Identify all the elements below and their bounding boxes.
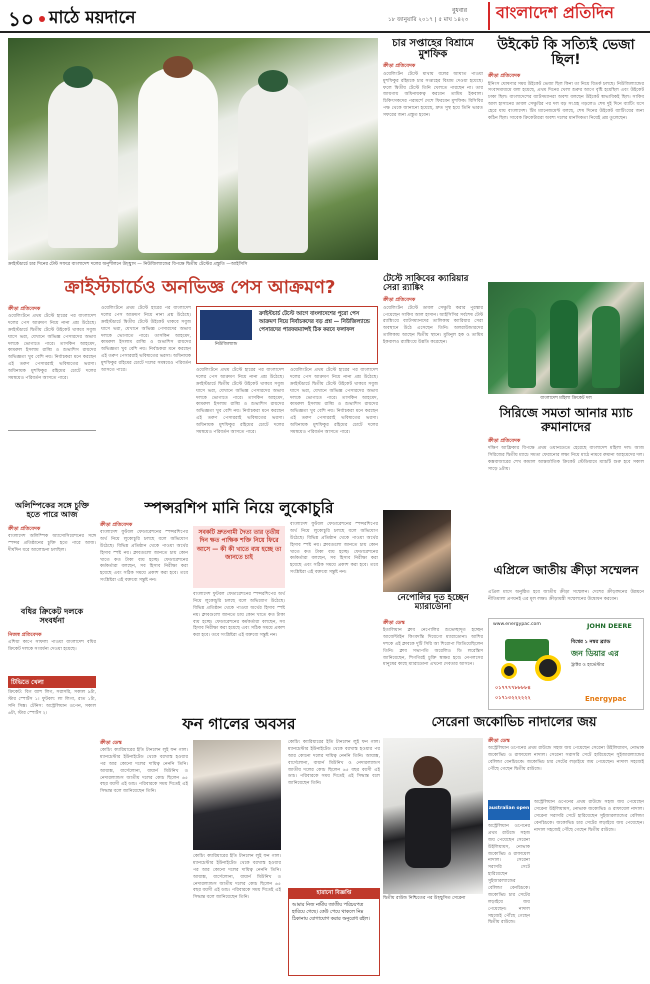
- shakib-body: ওয়েলিংটন টেস্টে ডাবল সেঞ্চুরি করার পুরস্কার পেয়েছেন সাকিব আল হাসান। আইসিসির সর্বশেষ টেস্ট র‌্যাঙ্কিংয়ে ব্যাটসম্যানদের তালিকায় ক্যারিয়ার সেরা অবস্থানে উঠে এসেছেন তিনি। অলরাউন্ডারদের তালিকায় আছেন দ্বিতীয় স্থানে। মুমিনুল হক ও তামিম ইকবালও র‌্যাঙ্কিংয়ে উন্নতি করেছেন।: [383, 305, 483, 346]
- paper-logo: [488, 2, 648, 30]
- van-gaal-headline[interactable]: ফন গালের অবসর: [182, 715, 296, 733]
- tractor-image: [495, 633, 565, 681]
- wicket-body: ইনিংস ঘোষণার সময় উইকেট ভেজা ছিল কিনা তা নিয়ে বিতর্ক চলছে। নিউজিল্যান্ডের সংবাদমাধ্যমে বলা হয়েছে, প্রথম দিনের খেলা শুরুর আগে বৃষ্টি হয়েছিল এবং উইকেট ঢাকা ছিল। বাংলাদেশের ব্যাটসম্যানরা অবশ্য বলছেন উইকেট স্বাভাবিকই ছিল। সাকিব আল হাসানের ডাবল সেঞ্চুরির পর দল বড় সংগ্রহ গড়লেও শেষ দুই দিনে ব্যাটিং ধসে হেরে যায় বাংলাদেশ। টিম ম্যানেজমেন্ট বলছে, শেষ দিনের উইকেট ব্যাটিংয়ের জন্য কঠিন ছিল। সাবেক ক্রিকেটাররা অবশ্য দলের মানসিকতা নিয়েই প্রশ্ন তুলেছেন।: [488, 81, 644, 121]
- ad-brand: JOHN DEERE: [587, 622, 632, 630]
- pull-quote-text: সবকটি দ্রুতগামী দৈত্য তার তৃতীয় দিন ক্ষত পাক্ষিক শক্তি নিয়ে ফিরে আসে — কী কী খাতে ব্যয় হচ্ছে তা জানতে চাই: [196, 529, 282, 562]
- masthead-rule: [0, 31, 650, 33]
- mushfiq-headline[interactable]: চার সপ্তাহের বিশ্রামে মুশফিক: [392, 38, 474, 60]
- women-headline[interactable]: সিরিজে সমতা আনার ম্যাচ রুমানাদের: [499, 405, 633, 434]
- lead-headline[interactable]: ক্রাইস্টচার্চেও অনভিজ্ঞ পেস আক্রমণ?: [64, 277, 336, 298]
- ad-phone-2[interactable]: ০১৭১৩২২২২২২: [495, 695, 531, 701]
- maradona-byline: ক্রীড়া ডেস্ক: [383, 620, 405, 626]
- women-byline: ক্রীড়া প্রতিবেদক: [488, 438, 521, 444]
- serena-headline[interactable]: সেরেনা জকোভিচ নাদালের জয়: [431, 715, 597, 730]
- masthead-day: বুধবার: [452, 7, 468, 14]
- tv-schedule-box: [8, 676, 96, 976]
- masthead: [0, 0, 650, 34]
- lead-byline: ক্রীড়া প্রতিবেদক: [8, 306, 41, 312]
- lost-notice-title: হারানো বিজ্ঞপ্তি: [289, 889, 379, 899]
- van-gaal-byline: ক্রীড়া ডেস্ক: [100, 740, 122, 746]
- maradona-body: ইতালিয়ান ক্লাব নেপোলির শুভেচ্ছাদূত হচ্ছেন আর্জেন্টাইন কিংবদন্তি দিয়েগো ম্যারাডোনা। আশির দশকে এই ক্লাবকে দুটি সিরি আ শিরোপা জিতিয়েছিলেন তিনি। ক্লাব সভাপতি অরেলিও ডি লরেন্তিস জানিয়েছেন, শিগগিরই চুক্তি স্বাক্ষর হবে। নেপলসের মানুষের কাছে ম্যারাডোনা এখনো দেবতার আসনে।: [383, 628, 483, 668]
- sponsor-article: [100, 522, 378, 710]
- left-column: [8, 430, 96, 976]
- tv-schedule-title: টিভিতে খেলা: [8, 678, 96, 688]
- sports-meet-headline[interactable]: এপ্রিলে জাতীয় ক্রীড়া সম্মেলন: [493, 563, 639, 577]
- team-celebration-photo: [8, 38, 378, 260]
- wicket-byline: ক্রীড়া প্রতিবেদক: [488, 72, 521, 79]
- lead-body-col2: ওয়েলিংটনে প্রথম টেস্টে হারের পর বাংলাদেশ দলের পেস আক্রমণ নিয়ে নানা প্রশ্ন উঠেছে। ক্রাইস্টচার্চে দ্বিতীয় টেস্টে উইকেট থাকবে সবুজ ঘাসে ভরা, যেখানে অভিজ্ঞ পেসারদের অভাব দলকে ভোগাতে পারে। তাসকিন আহমেদ, কামরুল ইসলাম রাব্বি ও শুভাশিস রায়দের অভিজ্ঞতা খুব বেশি নয়। নির্বাচকরা মনে করছেন এই তরুণ পেসাররাই ভবিষ্যতের ভরসা। অধিনায়ক মুশফিকুর রহিমের চোটে দলের সমন্বয়েও পরিবর্তন আসতে পারে।: [101, 306, 191, 374]
- ad-sub: ট্রাক্টর ও হার্ভেস্টার: [571, 663, 605, 668]
- top-photo-caption: ক্রাইস্টচার্চে চার দিনের টেস্ট সফরে বাংলাদেশ দলের অনুশীলনে উচ্ছ্বাস — নিউজিল্যান্ডের বিপক্ষে দ্বিতীয় টেস্টের প্রস্তুতি —আইসিসি: [8, 262, 248, 267]
- mushfiq-byline: ক্রীড়া প্রতিবেদক: [383, 63, 416, 69]
- ad-phone-1[interactable]: ০১৭৭৭৭৮৮৮৮৪: [495, 685, 531, 691]
- olympic-byline: ক্রীড়া প্রতিবেদক: [8, 526, 41, 532]
- lost-notice-body: আমার নিজ নামীয় জাতীয় পরিচয়পত্র হারিয়ে গেছে। কেউ পেয়ে থাকলে নিম্ন ঠিকানায় যোগাযোগ করার অনুরোধ রইল।: [292, 902, 370, 922]
- lead-box-text: ক্রাইস্টচার্চ টেস্টে আগে বাংলাদেশের পুরো পেস আক্রমণ নিয়ে নির্বাচকদের বড় প্রশ্ন — নিউজিল্যান্ডে পেসারদের পারফরম্যান্সই ঠিক করবে ফলাফল: [259, 311, 370, 333]
- women-body: দক্ষিণ আফ্রিকার বিপক্ষে প্রথম ওয়ানডেতে হেরেছে বাংলাদেশ মহিলা দল। আজ সিরিজের দ্বিতীয় ম্যাচে সমতা ফেরানোর লক্ষ্য নিয়ে মাঠে নামবে রুমানা আহমেদের দল। কক্সবাজারের শেখ কামাল আন্তর্জাতিক ক্রিকেট স্টেডিয়ামে ম্যাচটি শুরু হবে সকাল সাড়ে ৯টায়।: [488, 446, 644, 472]
- ad-company: Energypac: [585, 695, 627, 703]
- lead-body-col4: ওয়েলিংটনে প্রথম টেস্টে হারের পর বাংলাদেশ দলের পেস আক্রমণ নিয়ে নানা প্রশ্ন উঠেছে। ক্রাইস্টচার্চে দ্বিতীয় টেস্টে উইকেট থাকবে সবুজ ঘাসে ভরা, যেখানে অভিজ্ঞ পেসারদের অভাব দলকে ভোগাতে পারে। তাসকিন আহমেদ, কামরুল ইসলাম রাব্বি ও শুভাশিস রায়দের অভিজ্ঞতা খুব বেশি নয়। নির্বাচকরা মনে করছেন এই তরুণ পেসাররাই ভবিষ্যতের ভরসা। অধিনায়ক মুশফিকুর রহিমের চোটে দলের সমন্বয়েও পরিবর্তন আসতে পারে।: [290, 368, 378, 436]
- john-deere-ad[interactable]: [488, 618, 644, 710]
- shakib-byline: ক্রীড়া প্রতিবেদক: [383, 296, 416, 303]
- olympic-headline[interactable]: অলিম্পিকের সঙ্গে চুক্তি হতে পারে আজ: [15, 501, 89, 519]
- section-title: মাঠে ময়দানে: [49, 8, 136, 28]
- van-gaal-article: [100, 740, 380, 976]
- nz-flag-badge: [200, 310, 252, 347]
- wicket-headline[interactable]: উইকেট কি সত্যিই ভেজা ছিল!: [497, 37, 635, 69]
- serena-article: [488, 738, 644, 976]
- serena-body-col1: অস্ট্রেলিয়ান ওপেনের প্রথম রাউন্ডে সহজ জয় পেয়েছেন সেরেনা উইলিয়ামস, নোভাক জকোভিচ ও রাফায়েল নাদাল। সেরেনা সরাসরি সেটে হারিয়েছেন সুইজারল্যান্ডের বেলিন্ডা বেনচিচকে। জকোভিচ চার সেটের লড়াইয়ে জয় পেয়েছেন। নাদাল সহজেই পৌঁছে গেছেন দ্বিতীয় রাউন্ডে।: [488, 746, 644, 772]
- maradona-photo: [383, 510, 451, 592]
- lead-article: [8, 306, 378, 436]
- women-team-photo: [488, 282, 644, 394]
- sponsor-body-col3: বাংলাদেশ ফুটবল ফেডারেশনের স্পন্সরশিপের অর্থ নিয়ে লুকোচুরি চলছে বলে অভিযোগ উঠেছে। বিভিন্ন প্রতিষ্ঠান থেকে পাওয়া অর্থের হিসাব স্পষ্ট নয়। ক্লাবগুলো জানতে চায় কোন খাতে কত টাকা ব্যয় হচ্ছে। ফেডারেশনের কর্মকর্তারা বলছেন, সব হিসাব নিরীক্ষা করা হয়েছে এবং সঠিক সময়ে প্রকাশ করা হবে। তবে সংশ্লিষ্টরা এই বক্তব্যে সন্তুষ্ট নন।: [290, 522, 378, 576]
- ad-site[interactable]: www.energypac.com: [493, 622, 541, 627]
- serena-photo-caption: দ্বিতীয় রাউন্ড নিশ্চিতের পর উচ্ছ্বসিত সেরেনা: [383, 896, 466, 901]
- deaf-cricket-byline: নিজস্ব প্রতিবেদক: [8, 632, 42, 638]
- mushfiq-body: ওয়েলিংটন টেস্টে মাথায় বলের আঘাত পাওয়া মুশফিকুর রহিমকে চার সপ্তাহের বিশ্রাম দেওয়া হয়েছে। ফলে দ্বিতীয় টেস্টে তিনি খেলতে পারছেন না। তার জায়গায় অধিনায়কত্ব করবেন তামিম ইকবাল। চিকিৎসকদের পরামর্শে দেশে ফিরবেন মুশফিক। বিসিবির পক্ষ থেকে জানানো হয়েছে, দ্রুত সুস্থ হয়ে তিনি ভারত সফরের জন্য প্রস্তুত হবেন।: [383, 71, 483, 119]
- women-photo-caption: বাংলাদেশ মহিলা ক্রিকেট দল: [540, 396, 592, 401]
- lead-body-col3: ওয়েলিংটনে প্রথম টেস্টে হারের পর বাংলাদেশ দলের পেস আক্রমণ নিয়ে নানা প্রশ্ন উঠেছে। ক্রাইস্টচার্চে দ্বিতীয় টেস্টে উইকেট থাকবে সবুজ ঘাসে ভরা, যেখানে অভিজ্ঞ পেসারদের অভাব দলকে ভোগাতে পারে। তাসকিন আহমেদ, কামরুল ইসলাম রাব্বি ও শুভাশিস রায়দের অভিজ্ঞতা খুব বেশি নয়। নির্বাচকরা মনে করছেন এই তরুণ পেসাররাই ভবিষ্যতের ভরসা। অধিনায়ক মুশফিকুর রহিমের চোটে দলের সমন্বয়েও পরিবর্তন আসতে পারে।: [196, 368, 284, 436]
- lead-box: [196, 306, 378, 364]
- serena-body-col3: অস্ট্রেলিয়ান ওপেনের প্রথম রাউন্ডে সহজ জয় পেয়েছেন সেরেনা উইলিয়ামস, নোভাক জকোভিচ ও রাফায়েল নাদাল। সেরেনা সরাসরি সেটে হারিয়েছেন সুইজারল্যান্ডের বেলিন্ডা বেনচিচকে। জকোভিচ চার সেটের লড়াইয়ে জয় পেয়েছেন। নাদাল সহজেই পৌঁছে গেছেন দ্বিতীয় রাউন্ডে।: [488, 824, 530, 926]
- page-number-dot: [39, 16, 45, 22]
- page-number: ১০: [8, 7, 34, 31]
- shakib-article: [383, 275, 483, 460]
- serena-body-col2: অস্ট্রেলিয়ান ওপেনের প্রথম রাউন্ডে সহজ জয় পেয়েছেন সেরেনা উইলিয়ামস, নোভাক জকোভিচ ও রাফায়েল নাদাল। সেরেনা সরাসরি সেটে হারিয়েছেন সুইজারল্যান্ডের বেলিন্ডা বেনচিচকে। জকোভিচ চার সেটের লড়াইয়ে জয় পেয়েছেন। নাদাল সহজেই পৌঁছে গেছেন দ্বিতীয় রাউন্ডে।: [534, 800, 644, 833]
- serena-photo: [383, 738, 483, 894]
- lead-body-col1: ওয়েলিংটনে প্রথম টেস্টে হারের পর বাংলাদেশ দলের পেস আক্রমণ নিয়ে নানা প্রশ্ন উঠেছে। ক্রাইস্টচার্চে দ্বিতীয় টেস্টে উইকেট থাকবে সবুজ ঘাসে ভরা, যেখানে অভিজ্ঞ পেসারদের অভাব দলকে ভোগাতে পারে। তাসকিন আহমেদ, কামরুল ইসলাম রাব্বি ও শুভাশিস রায়দের অভিজ্ঞতা খুব বেশি নয়। নির্বাচকরা মনে করছেন এই তরুণ পেসাররাই ভবিষ্যতের ভরসা। অধিনায়ক মুশফিকুর রহিমের চোটে দলের সমন্বয়েও পরিবর্তন আসতে পারে।: [8, 314, 96, 382]
- sponsor-body-col2: বাংলাদেশ ফুটবল ফেডারেশনের স্পন্সরশিপের অর্থ নিয়ে লুকোচুরি চলছে বলে অভিযোগ উঠেছে। বিভিন্ন প্রতিষ্ঠান থেকে পাওয়া অর্থের হিসাব স্পষ্ট নয়। ক্লাবগুলো জানতে চায় কোন খাতে কত টাকা ব্যয় হচ্ছে। ফেডারেশনের কর্মকর্তারা বলছেন, সব হিসাব নিরীক্ষা করা হয়েছে এবং সঠিক সময়ে প্রকাশ করা হবে। তবে সংশ্লিষ্টরা এই বক্তব্যে সন্তুষ্ট নন।: [193, 592, 285, 639]
- van-gaal-body-col2: কোচিং ক্যারিয়ারের ইতি টানলেন লুই ফন গাল। ম্যানচেস্টার ইউনাইটেড থেকে বরখাস্ত হওয়ার পর আর কোনো দলের দায়িত্ব নেননি তিনি। আয়াক্স, বার্সেলোনা, বায়ার্ন মিউনিখ ও নেদারল্যান্ডস জাতীয় দলের কোচ ছিলেন ৬৫ বছর বয়সী এই ডাচ। পরিবারকে সময় দিতেই এই সিদ্ধান্ত বলে জানিয়েছেন তিনি।: [193, 854, 281, 901]
- lost-notice-box: [288, 888, 380, 976]
- sponsor-pull-quote: [193, 526, 285, 588]
- australian-open-badge: [488, 800, 530, 820]
- ao-badge-text: australian open: [488, 806, 530, 811]
- serena-byline: ক্রীড়া ডেস্ক: [488, 738, 510, 744]
- nz-badge-label: নিউজিল্যান্ড: [214, 342, 238, 347]
- masthead-date: ১৮ জানুয়ারি ২০১৭ | ৫ মাঘ ১৪২৩: [388, 17, 469, 23]
- olympic-body: বাংলাদেশ অলিম্পিক অ্যাসোসিয়েশনের সঙ্গে স্পন্সর প্রতিষ্ঠানের চুক্তি হতে পারে আজ। দীর্ঘদিন ধরে আলোচনা চলছিল।: [8, 534, 96, 553]
- sponsor-byline: ক্রীড়া প্রতিবেদক: [100, 522, 133, 528]
- ad-tagline: বিশ্বের ১ নম্বর ব্র্যান্ড: [571, 639, 611, 645]
- sponsor-headline[interactable]: স্পন্সরশিপ মানি নিয়ে লুকোচুরি: [144, 499, 334, 517]
- van-gaal-body-col3: কোচিং ক্যারিয়ারের ইতি টানলেন লুই ফন গাল। ম্যানচেস্টার ইউনাইটেড থেকে বরখাস্ত হওয়ার পর আর কোনো দলের দায়িত্ব নেননি তিনি। আয়াক্স, বার্সেলোনা, বায়ার্ন মিউনিখ ও নেদারল্যান্ডস জাতীয় দলের কোচ ছিলেন ৬৫ বছর বয়সী এই ডাচ। পরিবারকে সময় দিতেই এই সিদ্ধান্ত বলে জানিয়েছেন তিনি।: [288, 740, 380, 787]
- sports-meet-body: এপ্রিল মাসে অনুষ্ঠিত হবে জাতীয় ক্রীড়া সম্মেলন। দেশের ক্রীড়াঙ্গনের উন্নয়নে নীতিমালা প্রণয়নই এর মূল লক্ষ্য। ক্রীড়ামন্ত্রী সম্মেলনের উদ্বোধন করবেন।: [488, 590, 644, 602]
- van-gaal-photo: [193, 740, 281, 850]
- tv-schedule-body: ক্রিকেট: বিগ ব্যাশ লিগ, সরাসরি, সকাল ৯টা, স্টার স্পোর্টস ১। ফুটবল: লা লিগা, রাত ১টা, সনি সিক্স। টেনিস: অস্ট্রেলিয়ান ওপেন, সকাল ৬টা, স্টার স্পোর্টস ২।: [8, 690, 96, 716]
- ad-product: জন ডিয়ার এর: [571, 649, 619, 658]
- paper-name: বাংলাদেশ প্রতিদিন: [496, 3, 614, 22]
- deaf-cricket-headline[interactable]: বধির ক্রিকেট দলকে সংবর্ধনা: [20, 607, 84, 625]
- photo-credit: —আইসিসি: [226, 262, 248, 267]
- deaf-cricket-body: এশিয়া কাপে সাফল্য পাওয়া বাংলাদেশ বধির ক্রিকেট দলকে সংবর্ধনা দেওয়া হয়েছে।: [8, 640, 96, 652]
- maradona-headline-display[interactable]: নেপোলির দূত হচ্ছেন ম্যারাডোনা: [397, 593, 469, 613]
- van-gaal-body-col1: কোচিং ক্যারিয়ারের ইতি টানলেন লুই ফন গাল। ম্যানচেস্টার ইউনাইটেড থেকে বরখাস্ত হওয়ার পর আর কোনো দলের দায়িত্ব নেননি তিনি। আয়াক্স, বার্সেলোনা, বায়ার্ন মিউনিখ ও নেদারল্যান্ডস জাতীয় দলের কোচ ছিলেন ৬৫ বছর বয়সী এই ডাচ। পরিবারকে সময় দিতেই এই সিদ্ধান্ত বলে জানিয়েছেন তিনি।: [100, 748, 188, 795]
- shakib-headline[interactable]: টেস্টে সাকিবের ক্যারিয়ার সেরা র‌্যাঙ্কিং: [383, 274, 469, 294]
- sponsor-body-col1: বাংলাদেশ ফুটবল ফেডারেশনের স্পন্সরশিপের অর্থ নিয়ে লুকোচুরি চলছে বলে অভিযোগ উঠেছে। বিভিন্ন প্রতিষ্ঠান থেকে পাওয়া অর্থের হিসাব স্পষ্ট নয়। ক্লাবগুলো জানতে চায় কোন খাতে কত টাকা ব্যয় হচ্ছে। ফেডারেশনের কর্মকর্তারা বলছেন, সব হিসাব নিরীক্ষা করা হয়েছে এবং সঠিক সময়ে প্রকাশ করা হবে। তবে সংশ্লিষ্টরা এই বক্তব্যে সন্তুষ্ট নন।: [100, 530, 188, 584]
